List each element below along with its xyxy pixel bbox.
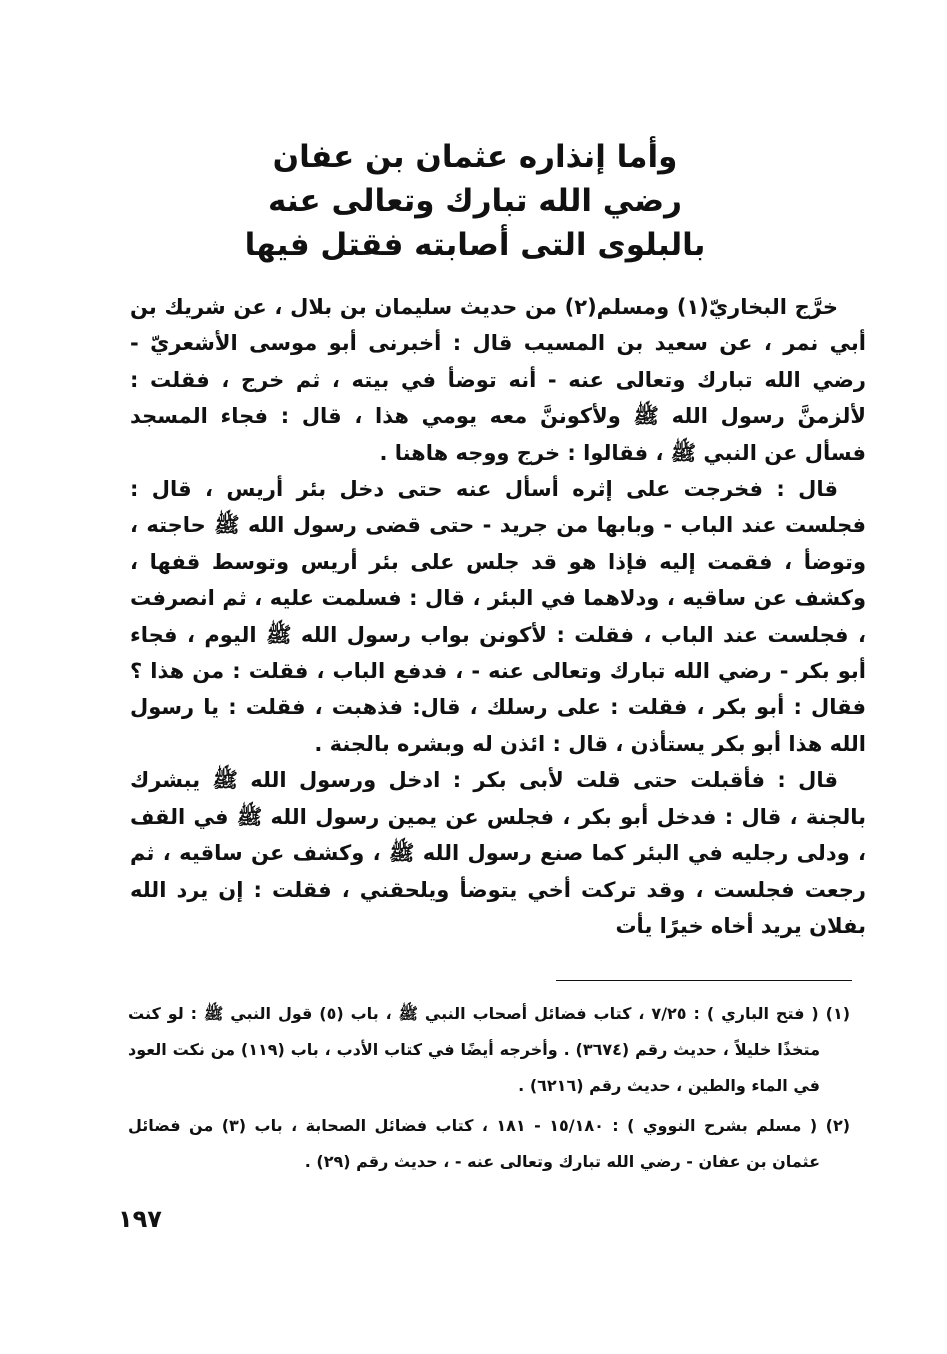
footnote-2: (٢) ( مسلم بشرح النووي ) : ١٥/١٨٠ - ١٨١ ، كتاب فضائل الصحابة ، باب (٣) من فضائل عثمان بن عفان - رضي الله تبارك وتعالى عنه - ، حديث رقم (٢٩) . — [128, 1116, 851, 1171]
paragraph-2: قال : فخرجت على إثره أسأل عنه حتى دخل بئر أريس ، قال : فجلست عند الباب - وبابها من جريد - حتى قضى رسول الله ﷺ حاجته ، وتوضأ ، فقمت إليه فإذا هو قد جلس على بئر أريس وتوسط قفها ، وكشف عن ساقيه ، ودلاهما في البئر ، قال : فسلمت عليه ، ثم انصرفت ، فجلست عند الباب ، فقلت : لأكونن بواب رسول الله ﷺ اليوم ، فجاء أبو بكر - رضي الله تبارك وتعالى عنه - ، فدفع الباب ، فقلت : من هذا ؟ فقال : أبو بكر ، فقلت : على رسلك ، قال: فذهبت ، فقلت : يا رسول الله هذا أبو بكر يستأذن ، قال : ائذن له وبشره بالجنة . — [130, 477, 866, 756]
page-number: ١٩٧ — [118, 1205, 162, 1233]
chapter-title — [150, 135, 800, 267]
footnote-separator — [556, 980, 852, 981]
title-line-3: بالبلوى التى أصابته فقتل فيها — [244, 227, 706, 263]
footnotes — [128, 996, 850, 1184]
paragraph-3: قال : فأقبلت حتى قلت لأبى بكر : ادخل ورسول الله ﷺ يبشرك بالجنة ، قال : فدخل أبو بكر ، فجلس عن يمين رسول الله ﷺ في القف ، ودلى رجليه في البئر كما صنع رسول الله ﷺ ، وكشف عن ساقيه ، ثم رجعت فجلست ، وقد تركت أخي يتوضأ ويلحقني ، فقلت : إن يرد الله بفلان يريد أخاه خيرًا يأت — [130, 768, 866, 938]
paragraph-1: خرَّج البخاريّ(١) ومسلم(٢) من حديث سليمان بن بلال ، عن شريك بن أبي نمر ، عن سعيد بن المسيب قال : أخبرنى أبو موسى الأشعريّ - رضي الله تبارك وتعالى عنه - أنه توضأ في بيته ، ثم خرج ، فقلت : لألزمنَّ رسول الله ﷺ ولأكوننَّ معه يومي هذا ، قال : فجاء المسجد فسأل عن النبي ﷺ ، فقالوا : خرج ووجه هاهنا . — [130, 295, 866, 465]
title-line-1: وأما إنذاره عثمان بن عفان — [272, 139, 678, 175]
title-line-2: رضي الله تبارك وتعالى عنه — [268, 183, 682, 219]
body-text — [130, 289, 866, 944]
footnote-1: (١) ( فتح الباري ) : ٧/٢٥ ، كتاب فضائل أصحاب النبي ﷺ ، باب (٥) قول النبي ﷺ : لو كنت متخذًا خليلاً ، حديث رقم (٣٦٧٤) . وأخرجه أيضًا في كتاب الأدب ، باب (١١٩) من نكت العود في الماء والطين ، حديث رقم (٦٢١٦) . — [128, 1004, 851, 1095]
